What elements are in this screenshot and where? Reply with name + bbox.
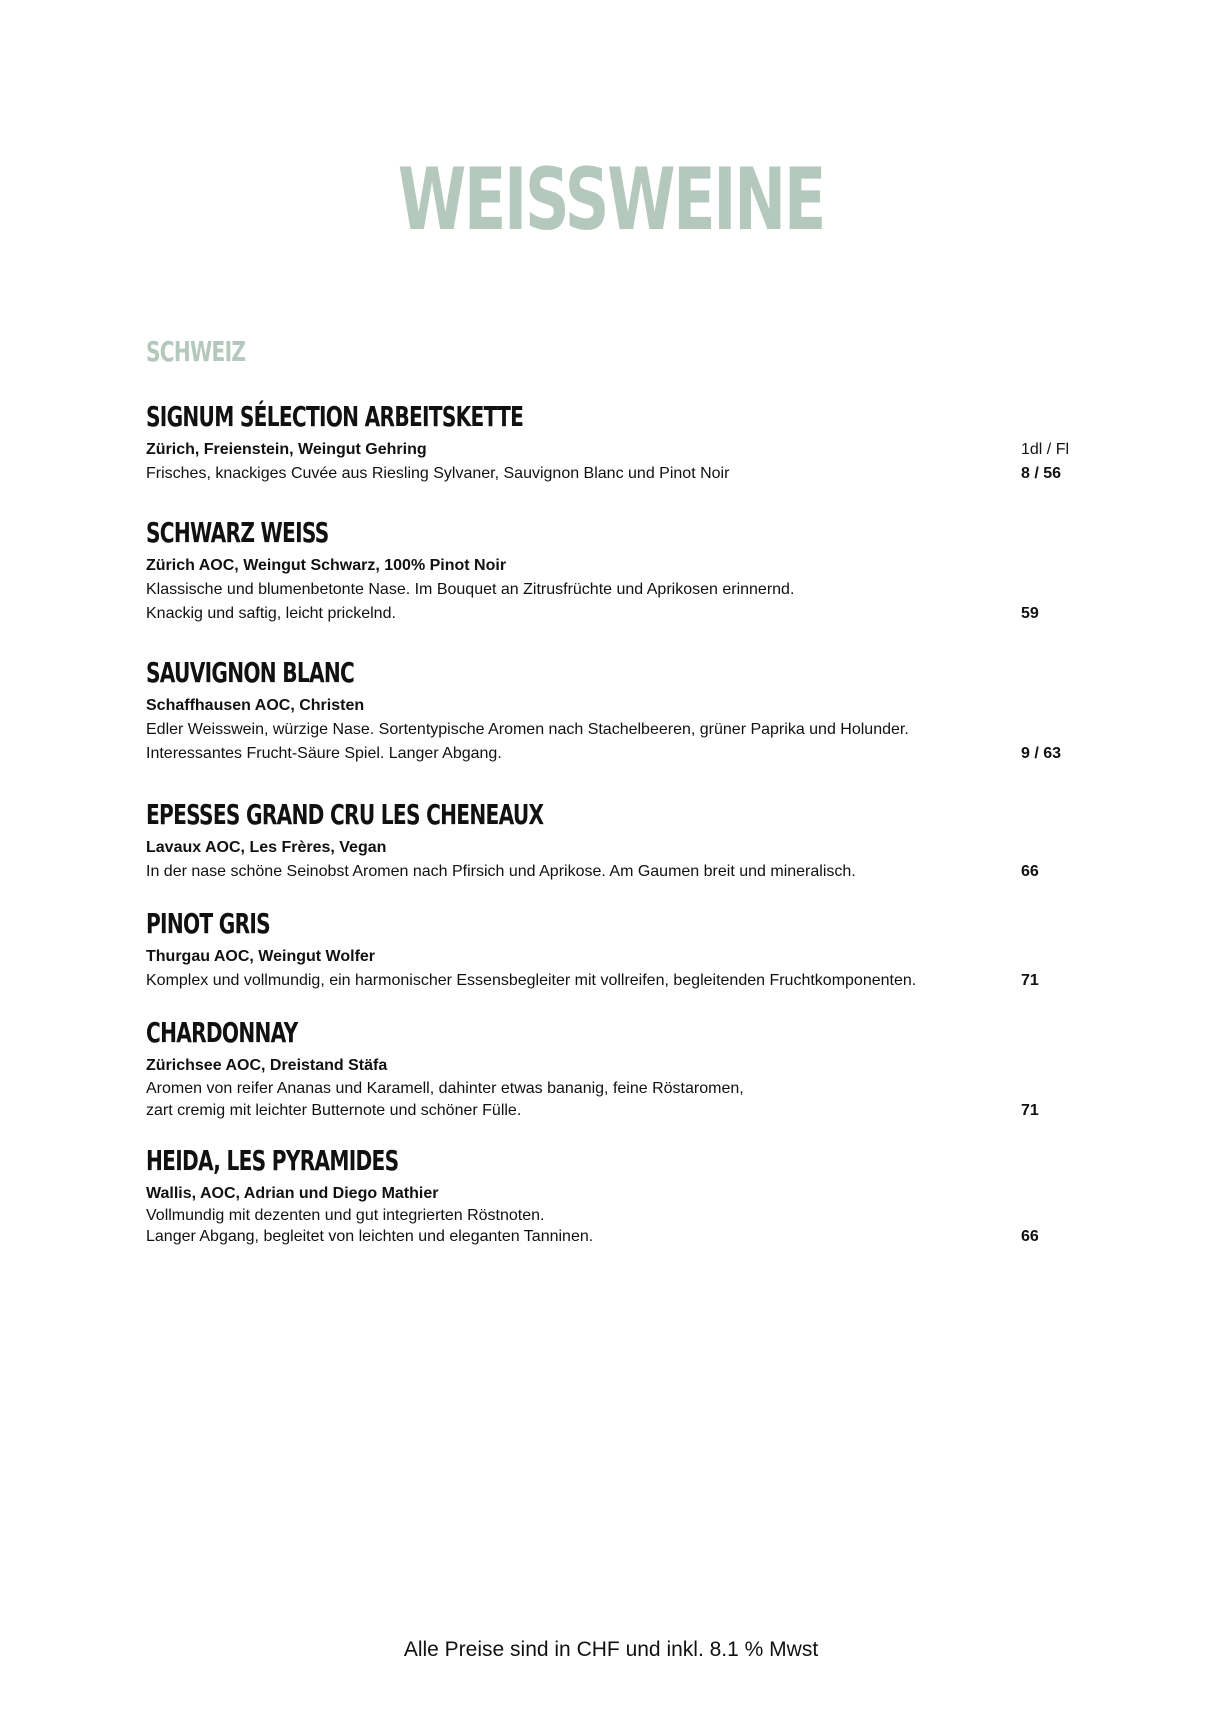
wine-origin: Zürich, Freienstein, Weingut Gehring <box>146 441 427 458</box>
wine-description: zart cremig mit leichter Butternote und schöner Fülle. <box>146 1102 522 1119</box>
wine-name: EPESSES GRAND CRU LES CHENEAUX <box>146 798 544 831</box>
wine-description: Aromen von reifer Ananas und Karamell, dahinter etwas bananig, feine Röstaromen, <box>146 1080 744 1097</box>
wine-name: SAUVIGNON BLANC <box>146 656 355 689</box>
wine-description: Interessantes Frucht-Säure Spiel. Langer Abgang. <box>146 745 502 762</box>
wine-entry <box>146 656 1076 766</box>
wine-origin: Thurgau AOC, Weingut Wolfer <box>146 948 376 965</box>
price-footnote: Alle Preise sind in CHF und inkl. 8.1 % Mwst <box>403 1638 819 1661</box>
wine-entry <box>146 907 1076 993</box>
wine-price: 66 <box>1021 1228 1039 1245</box>
wine-entry <box>146 400 1076 486</box>
wine-description: Vollmundig mit dezenten und gut integrierten Röstnoten. <box>146 1207 545 1224</box>
wine-entry <box>146 798 1076 884</box>
wine-origin: Zürichsee AOC, Dreistand Stäfa <box>146 1057 388 1074</box>
wine-origin: Lavaux AOC, Les Frères, Vegan <box>146 839 387 856</box>
wine-name: SCHWARZ WEISS <box>146 516 329 549</box>
wine-name: SIGNUM SÉLECTION ARBEITSKETTE <box>146 400 524 433</box>
wine-description: Klassische und blumenbetonte Nase. Im Bouquet an Zitrusfrüchte und Aprikosen erinnernd. <box>146 581 795 598</box>
price-unit-label: 1dl / Fl <box>1021 441 1070 458</box>
section-title: SCHWEIZ <box>146 335 246 368</box>
wine-price: 9 / 63 <box>1021 745 1062 762</box>
wine-entry <box>146 516 1076 626</box>
wine-description: Frisches, knackiges Cuvée aus Riesling Sylvaner, Sauvignon Blanc und Pinot Noir <box>146 465 730 482</box>
page-title: WEISSWEINE <box>397 150 825 250</box>
wine-description: Edler Weisswein, würzige Nase. Sortentypische Aromen nach Stachelbeeren, grüner Paprika und Holunder. <box>146 721 909 738</box>
wine-origin: Schaffhausen AOC, Christen <box>146 697 365 714</box>
wine-origin: Wallis, AOC, Adrian und Diego Mathier <box>146 1185 439 1202</box>
wine-origin: Zürich AOC, Weingut Schwarz, 100% Pinot Noir <box>146 557 507 574</box>
wine-description: Komplex und vollmundig, ein harmonischer Essensbegleiter mit vollreifen, begleitenden Fruchtkomponenten. <box>146 972 917 989</box>
wine-price: 71 <box>1021 1102 1039 1119</box>
wine-description: Langer Abgang, begleitet von leichten und eleganten Tanninen. <box>146 1228 594 1245</box>
wine-entry <box>146 1016 1076 1122</box>
wine-entry <box>146 1144 1076 1248</box>
wine-price: 71 <box>1021 972 1039 989</box>
wine-description: In der nase schöne Seinobst Aromen nach Pfirsich und Aprikose. Am Gaumen breit und mineralisch. <box>146 863 856 880</box>
wine-price: 59 <box>1021 605 1039 622</box>
wine-price: 66 <box>1021 863 1039 880</box>
wine-description: Knackig und saftig, leicht prickelnd. <box>146 605 396 622</box>
wine-price: 8 / 56 <box>1021 465 1062 482</box>
wine-name: HEIDA, LES PYRAMIDES <box>146 1144 399 1177</box>
wine-name: CHARDONNAY <box>146 1016 298 1049</box>
wine-name: PINOT GRIS <box>146 907 270 940</box>
